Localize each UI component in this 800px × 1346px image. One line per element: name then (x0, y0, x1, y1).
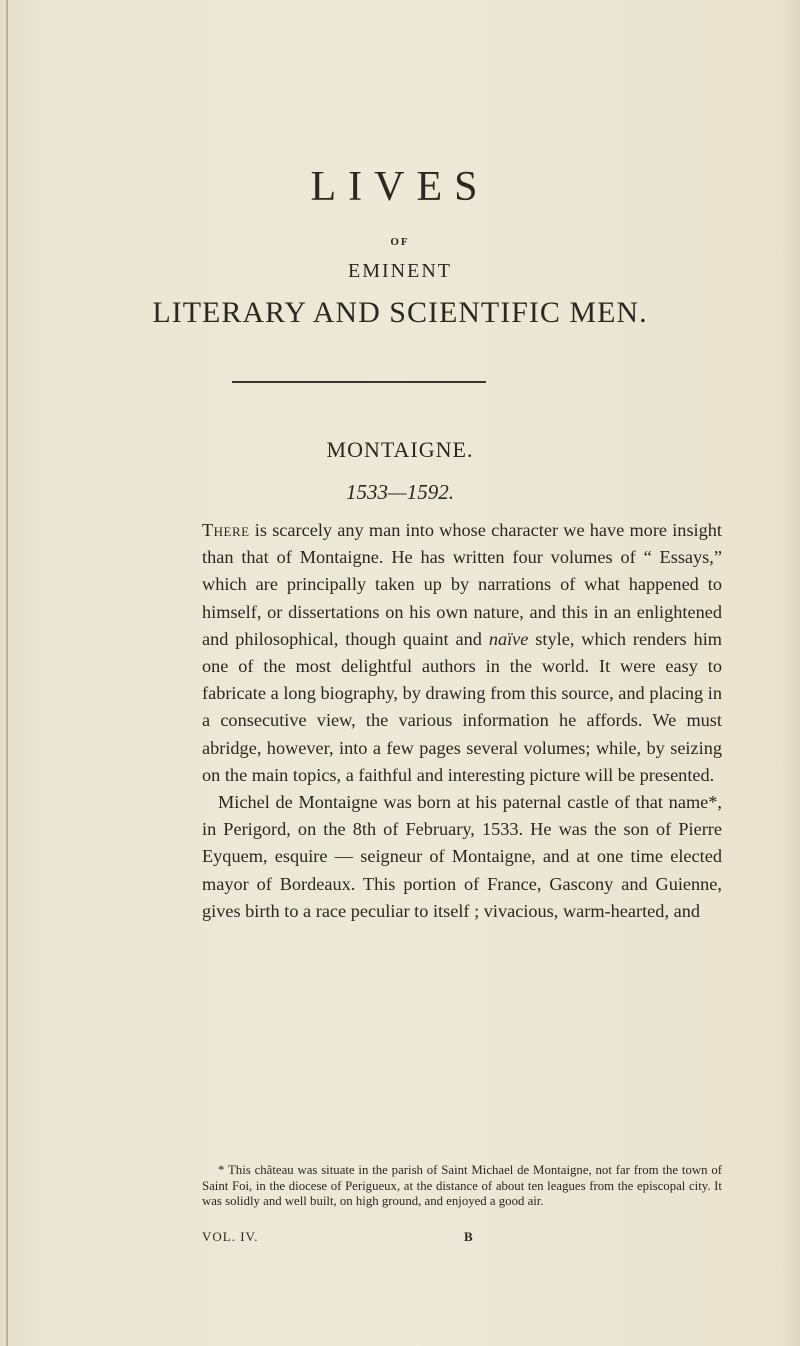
paragraph-2: Michel de Montaigne was born at his paternal castle of that name*, in Perigord, on the 8th of February, 1533. He was the son of Pierre Eyquem, esquire — seigneur of Montaigne, and at one time elected mayor of Bordeaux. This portion of France, Gascony and Guienne, gives birth to a race peculiar to itself ; vivacious, warm-hearted, and (202, 792, 722, 921)
body-text (202, 517, 722, 925)
title-lives: LIVES (310, 164, 490, 210)
section-dates: 1533—1592. (346, 480, 454, 504)
footnote (202, 1163, 722, 1210)
paragraph-1-text-b: style, which renders him one of the most delightful authors in the world. It were easy to fabricate a long biography, by drawing from this source, and placing in a consecutive view, the various information he affords. We must abridge, however, into a few pages several volumes; while, by seizing on the main topics, a faithful and interesting picture will be presented. (202, 628, 722, 785)
title-eminent: EMINENT (348, 260, 452, 282)
paragraph-1-italic: naïve (488, 628, 529, 649)
paragraph-1 (202, 517, 722, 789)
title-of: OF (390, 236, 410, 248)
signature-mark: B (464, 1229, 474, 1244)
title-literary-scientific-men: LITERARY AND SCIENTIFIC MEN. (152, 296, 648, 329)
footnote-text: * This château was situate in the parish of Saint Michael de Montaigne, not far from the town of Saint Foi, in the diocese of Perigueux, at the distance of about ten leagues from the episcopal city. It was solidly and well built, on high ground, and enjoyed a good air. (202, 1163, 722, 1209)
drop-word: There (202, 520, 250, 540)
section-title: MONTAIGNE. (326, 437, 474, 462)
section-rule (232, 381, 486, 383)
paragraph-1-text-a: is scarcely any man into whose character we have more insight than that of Montaigne. He has written four volumes of “ Essays,” which are principally taken up by narrations of what happened to himself, or dissertations on his own nature, and this in an enlightened and philosophical, though quaint and (202, 520, 722, 649)
volume-label: VOL. IV. (202, 1229, 259, 1244)
